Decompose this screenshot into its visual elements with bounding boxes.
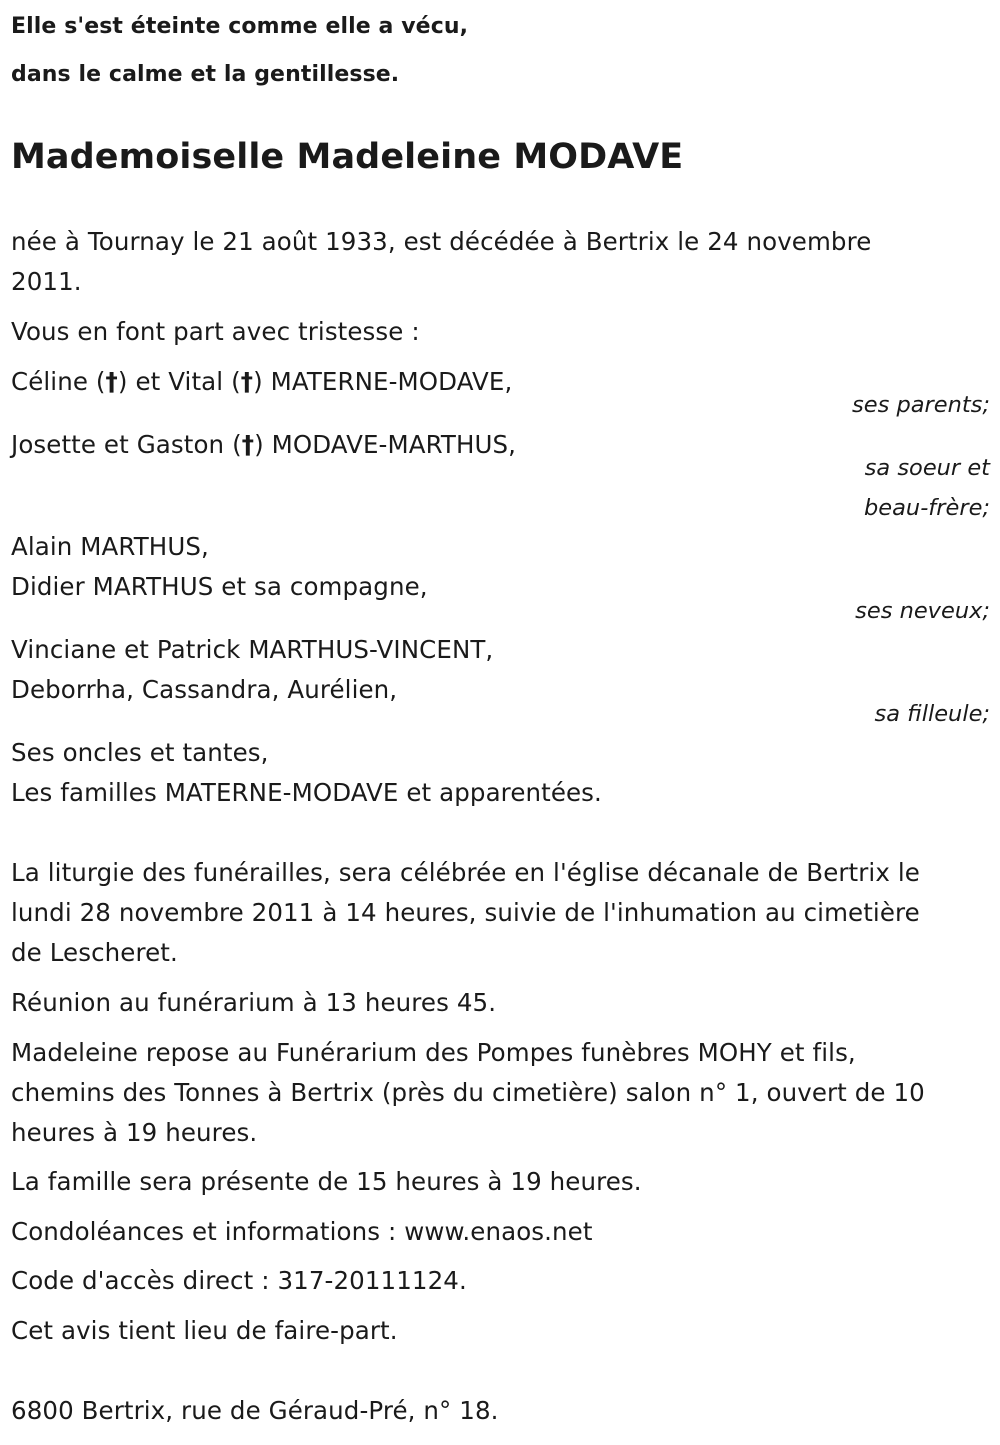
funeral-line-1: La liturgie des funérailles, sera célébrée en l'église décanale de Bertrix le [11, 858, 920, 887]
family-sister [11, 425, 516, 465]
parents-text-2: ) et Vital ( [117, 367, 241, 396]
goddaughter-line-1: Vinciane et Patrick MARTHUS-VINCENT, [11, 635, 494, 664]
goddaughter-line-2: Deborrha, Cassandra, Aurélien, [11, 675, 398, 704]
others-line-2: Les familles MATERNE-MODAVE et apparentées. [11, 778, 602, 807]
funeral-line-3: de Lescheret. [11, 938, 178, 967]
parents-text-3: ) MATERNE-MODAVE, [253, 367, 513, 396]
cross-icon: † [240, 367, 254, 396]
notice-text: Cet avis tient lieu de faire-part. [11, 1316, 398, 1345]
rest-line-3: heures à 19 heures. [11, 1118, 258, 1147]
rest-line-1: Madeleine repose au Funérarium des Pompes funèbres MOHY et fils, [11, 1038, 856, 1067]
relation-nephews: ses neveux; [855, 598, 990, 624]
intro-line-2: dans le calme et la gentillesse. [11, 62, 400, 87]
relation-sister-line-2: beau-frère; [864, 495, 990, 521]
rest-line-2: chemins des Tonnes à Bertrix (près du cimetière) salon n° 1, ouvert de 10 [11, 1078, 925, 1107]
funeral-line-2: lundi 28 novembre 2011 à 14 heures, suivie de l'inhumation au cimetière [11, 898, 920, 927]
relation-goddaughter: sa filleule; [874, 701, 990, 727]
relation-sister-line-1: sa soeur et [864, 455, 990, 481]
address: 6800 Bertrix, rue de Géraud-Pré, n° 18. [11, 1396, 499, 1425]
relation-parents: ses parents; [852, 392, 990, 418]
parents-text-1: Céline ( [11, 367, 106, 396]
others-line-1: Ses oncles et tantes, [11, 738, 269, 767]
meeting-info: Réunion au funérarium à 13 heures 45. [11, 988, 497, 1017]
sister-text-2: ) MODAVE-MARTHUS, [254, 430, 517, 459]
birth-death-line-2: 2011. [11, 267, 82, 296]
cross-icon: † [241, 430, 255, 459]
nephews-line-1: Alain MARTHUS, [11, 532, 209, 561]
access-code: Code d'accès direct : 317-20111124. [11, 1266, 467, 1295]
deceased-name: Mademoiselle Madeleine MODAVE [11, 137, 684, 177]
birth-death-line-1: née à Tournay le 21 août 1933, est décédée à Bertrix le 24 novembre [11, 227, 872, 256]
cross-icon: † [105, 367, 118, 396]
sister-text-1: Josette et Gaston ( [11, 430, 242, 459]
announcement: Vous en font part avec tristesse : [11, 317, 420, 346]
nephews-line-2: Didier MARTHUS et sa compagne, [11, 572, 428, 601]
family-parents [11, 362, 512, 402]
condolences-info: Condoléances et informations : www.enaos.net [11, 1217, 593, 1246]
family-presence: La famille sera présente de 15 heures à 19 heures. [11, 1167, 642, 1196]
intro-line-1: Elle s'est éteinte comme elle a vécu, [11, 14, 469, 39]
